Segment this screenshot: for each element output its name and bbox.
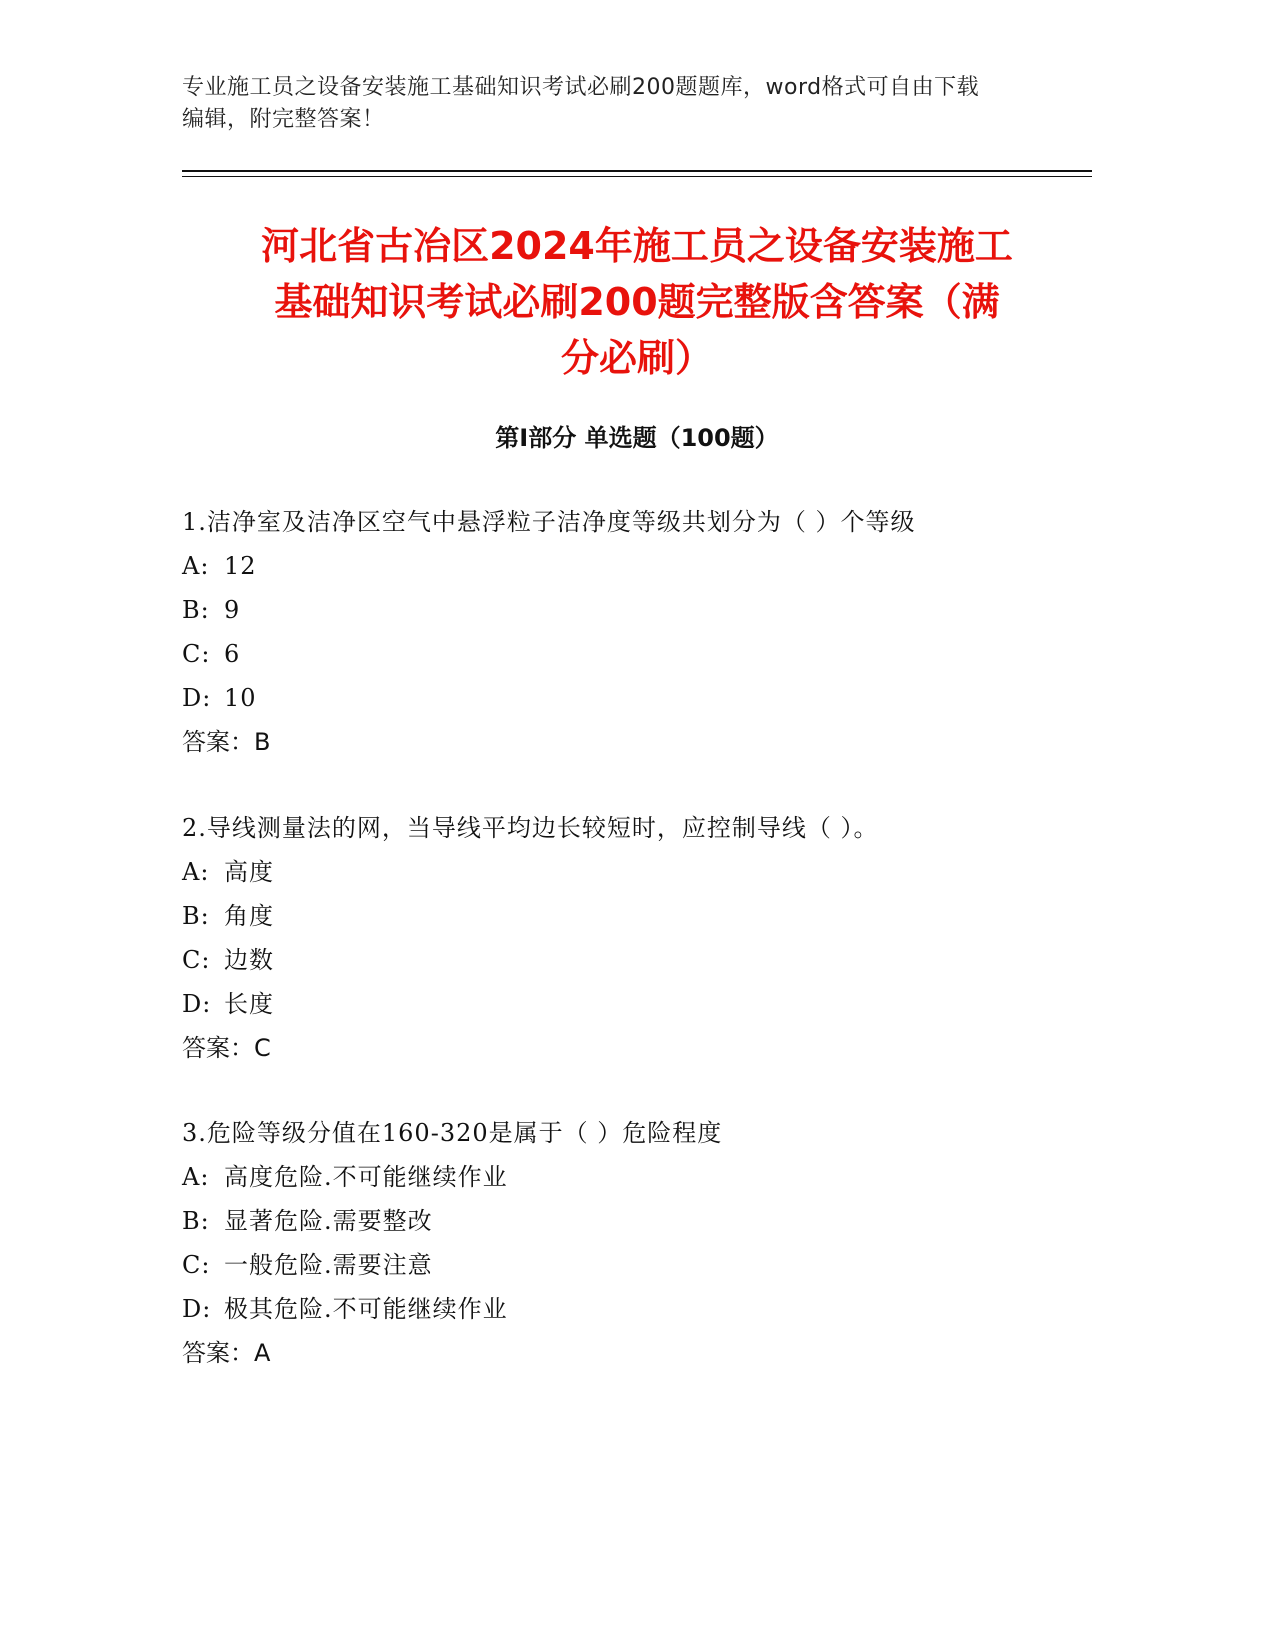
question-stem: 1.洁净室及洁净区空气中悬浮粒子洁净度等级共划分为（ ）个等级 [182, 508, 916, 536]
option-text: 9 [224, 596, 241, 624]
option-text: 边数 [224, 946, 274, 974]
option-c [182, 638, 1102, 682]
option-text: 高度危险.不可能继续作业 [224, 1163, 508, 1191]
option-c [182, 1249, 1102, 1293]
section-heading: 第Ⅰ部分 单选题（100题） [495, 424, 779, 452]
header-note-line1: 专业施工员之设备安装施工基础知识考试必刷200题题库，word格式可自由下载 [182, 75, 980, 100]
header-note-line2: 编辑，附完整答案！ [182, 107, 385, 132]
option-c [182, 944, 1102, 988]
option-text: 显著危险.需要整改 [224, 1207, 433, 1235]
option-b [182, 594, 1102, 638]
option-b [182, 1205, 1102, 1249]
option-letter: C: [182, 640, 211, 668]
option-text: 6 [224, 640, 241, 668]
option-letter: D: [182, 990, 212, 1018]
option-text: 极其危险.不可能继续作业 [224, 1295, 508, 1323]
title-line2: 基础知识考试必刷200题完整版含答案（满 [274, 280, 1000, 324]
option-a [182, 856, 1102, 900]
option-text: 10 [224, 684, 257, 712]
question-1 [182, 506, 1102, 770]
question-stem: 3.危险等级分值在160-320是属于（ ）危险程度 [182, 1119, 723, 1147]
option-letter: C: [182, 1251, 211, 1279]
option-text: 一般危险.需要注意 [224, 1251, 433, 1279]
option-letter: D: [182, 684, 212, 712]
option-letter: C: [182, 946, 211, 974]
header-rule-thin [182, 176, 1092, 177]
option-b [182, 900, 1102, 944]
option-a [182, 1161, 1102, 1205]
title-line1: 河北省古冶区2024年施工员之设备安装施工 [261, 224, 1013, 268]
header-note [182, 72, 1082, 136]
header-rule-thick [182, 170, 1092, 172]
option-text: 高度 [224, 858, 274, 886]
title-line3: 分必刷） [560, 336, 713, 380]
option-text: 12 [224, 552, 257, 580]
question-2 [182, 812, 1102, 1076]
answer-line: 答案：B [182, 728, 271, 756]
answer-line: 答案：A [182, 1339, 271, 1367]
option-letter: A: [182, 1163, 210, 1191]
option-d [182, 682, 1102, 726]
option-letter: A: [182, 552, 210, 580]
option-d [182, 1293, 1102, 1337]
option-text: 角度 [224, 902, 274, 930]
question-stem: 2.导线测量法的网，当导线平均边长较短时，应控制导线（ ）。 [182, 814, 879, 842]
document-title [182, 218, 1092, 386]
option-letter: D: [182, 1295, 212, 1323]
option-text: 长度 [224, 990, 274, 1018]
option-letter: B: [182, 1207, 210, 1235]
option-a [182, 550, 1102, 594]
question-3 [182, 1117, 1102, 1381]
option-letter: B: [182, 902, 210, 930]
option-letter: B: [182, 596, 210, 624]
option-d [182, 988, 1102, 1032]
answer-line: 答案：C [182, 1034, 271, 1062]
option-letter: A: [182, 858, 210, 886]
